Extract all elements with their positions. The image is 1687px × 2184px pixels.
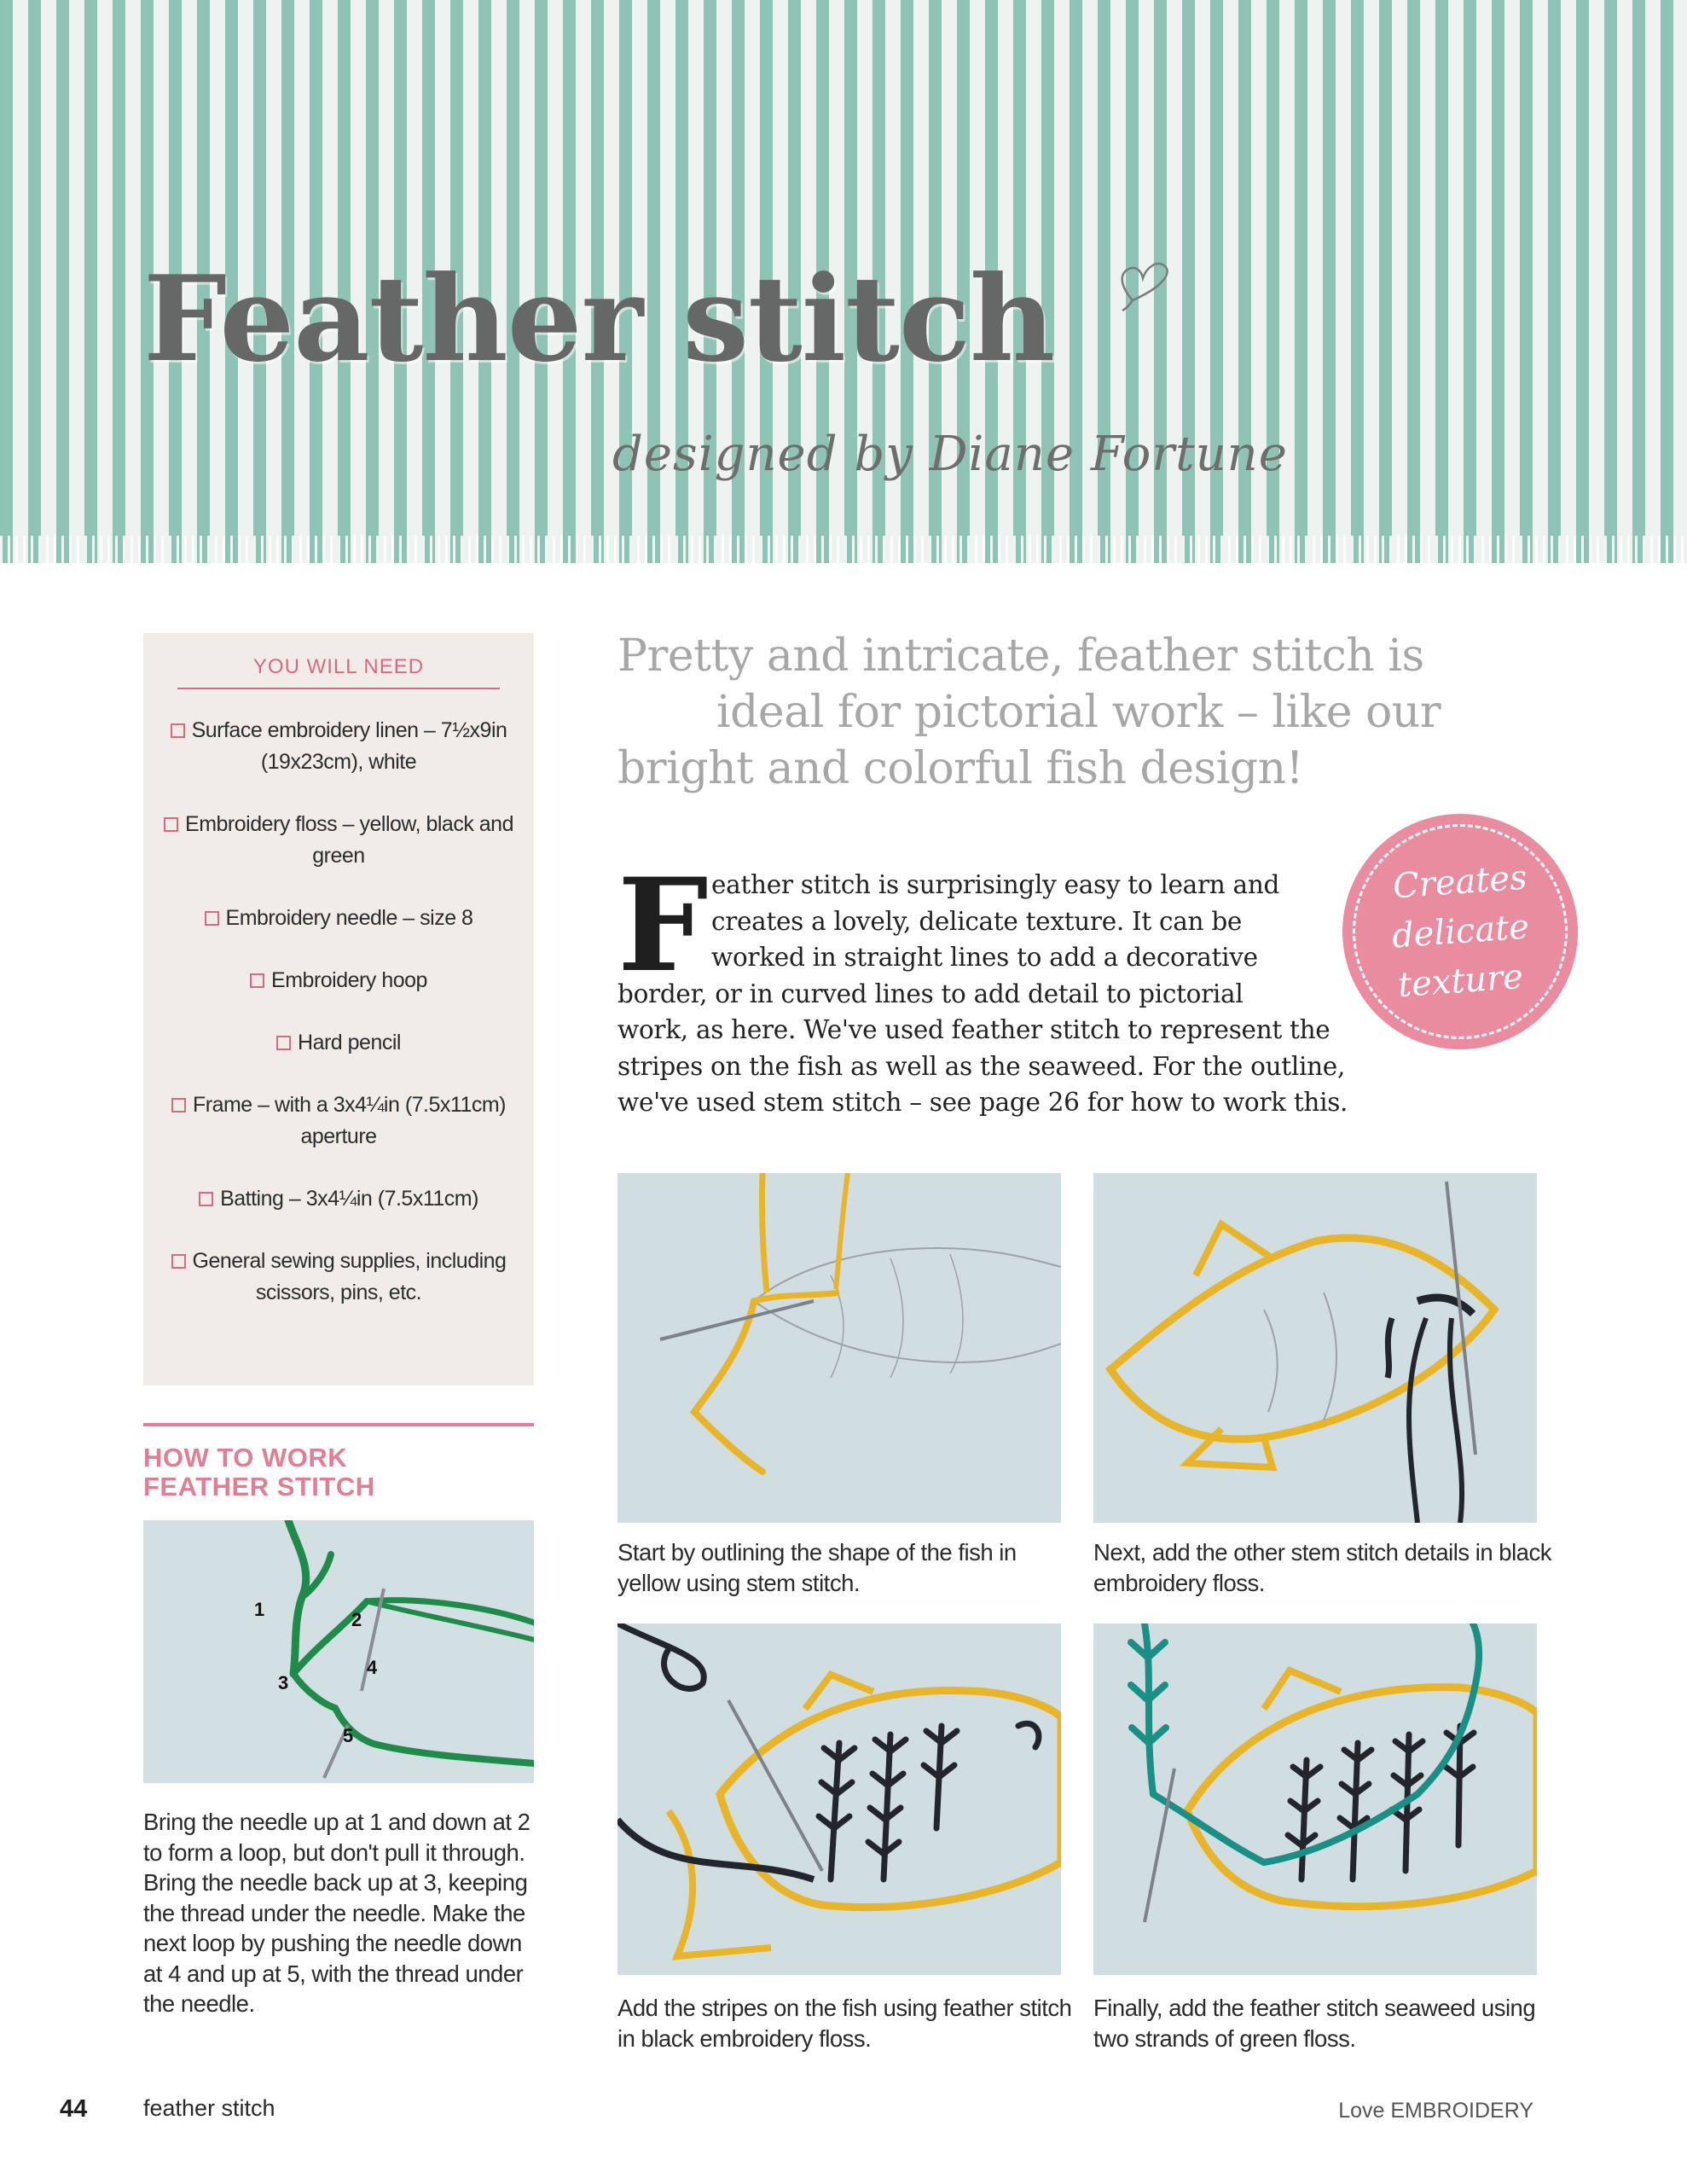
body-line: worked in straight lines to add a decorative <box>711 943 1258 972</box>
body-line: work, as here. We've used feather stitch to represent the <box>617 1015 1330 1044</box>
header-banner <box>0 0 1687 563</box>
supply-item <box>160 1246 517 1309</box>
step-1-caption: Start by outlining the shape of the fish in yellow using stem stitch. <box>617 1539 1017 1596</box>
supplies-list <box>160 715 517 1339</box>
supply-item-label: Hard pencil <box>298 1031 401 1054</box>
magazine-name: Love EMBROIDERY <box>1338 2099 1533 2123</box>
supply-item-label: Embroidery needle – size 8 <box>225 906 473 930</box>
body-line: border, or in curved lines to add detail to pictorial <box>617 979 1244 1008</box>
supply-item-label: Embroidery hoop <box>271 968 427 992</box>
how-to-title-line: FEATHER STITCH <box>143 1472 375 1502</box>
stitch-diagram-svg <box>143 1520 534 1783</box>
step-3-photo <box>617 1623 1061 1975</box>
supply-item-label: General sewing supplies, including scissors, pins, etc. <box>192 1249 507 1304</box>
how-to-divider <box>143 1423 534 1426</box>
checkbox-icon <box>250 973 264 988</box>
supply-item-label: Embroidery floss – yellow, black and green <box>185 812 513 868</box>
how-to-instructions: Bring the needle up at 1 and down at 2 to form a loop, but don't pull it through. Bring the needle back up at 3, keeping the thread under the needle. Make the next loop by pushing the needle down at 4 and up at 5, with the thread under the needle. <box>143 1809 530 2017</box>
badge-line: Creates <box>1391 857 1529 907</box>
intro-line: ideal for pictorial work – like our <box>716 687 1441 738</box>
fabric-fringe <box>0 536 1687 563</box>
badge-line: texture <box>1396 956 1524 1006</box>
diagram-marker-5: 5 <box>343 1725 354 1746</box>
supply-item-label: Frame – with a 3x4¼in (7.5x11cm) aperture <box>192 1093 507 1148</box>
step-2-caption: Next, add the other stem stitch details in black embroidery floss. <box>1093 1539 1551 1596</box>
step-4-illustration <box>1093 1623 1537 1975</box>
drop-cap: F <box>617 851 709 1001</box>
supply-item <box>160 965 517 996</box>
feature-badge <box>1342 814 1578 1049</box>
diagram-marker-3: 3 <box>278 1672 289 1693</box>
page-title: Feather stitch <box>143 249 1055 388</box>
diagram-marker-4: 4 <box>367 1657 378 1678</box>
body-line: stripes on the fish as well as the seaweed. For the outline, <box>617 1051 1346 1081</box>
step-1-illustration <box>617 1173 1061 1523</box>
checkbox-icon <box>199 1192 213 1206</box>
step-4-photo <box>1093 1623 1537 1975</box>
intro-line: bright and colorful fish design! <box>617 743 1304 794</box>
designer-byline: designed by Diane Fortune <box>612 427 1288 482</box>
intro-standfirst <box>617 628 1539 797</box>
step-1-photo <box>617 1173 1061 1523</box>
checkbox-icon <box>171 723 185 738</box>
step-2-illustration <box>1093 1173 1537 1523</box>
step-2-photo <box>1093 1173 1537 1523</box>
you-will-need-box <box>143 633 534 1385</box>
how-to-title <box>143 1443 534 1502</box>
checkbox-icon <box>205 911 219 926</box>
diagram-marker-2: 2 <box>351 1609 362 1630</box>
supply-item-label: Batting – 3x4¼in (7.5x11cm) <box>220 1187 478 1211</box>
you-will-need-title: YOU WILL NEED <box>177 655 500 689</box>
supply-item <box>160 1089 517 1153</box>
how-to-title-line: HOW TO WORK <box>143 1443 348 1472</box>
supply-item <box>160 1183 517 1215</box>
checkbox-icon <box>171 1254 186 1269</box>
body-paragraph <box>617 867 1385 1121</box>
step-3-illustration <box>617 1623 1061 1975</box>
supply-item <box>160 809 517 872</box>
badge-line: delicate <box>1390 907 1530 956</box>
step-3-caption: Add the stripes on the fish using feather stitch in black embroidery floss. <box>617 1995 1072 2052</box>
body-line: creates a lovely, delicate texture. It can be <box>711 906 1243 936</box>
checkbox-icon <box>171 1098 186 1112</box>
heart-icon <box>1114 253 1174 312</box>
checkbox-icon <box>164 817 178 832</box>
step-4-caption: Finally, add the feather stitch seaweed using two strands of green floss. <box>1093 1995 1536 2052</box>
intro-line: Pretty and intricate, feather stitch is <box>617 630 1424 682</box>
body-line: we've used stem stitch – see page 26 for how to work this. <box>617 1088 1348 1117</box>
supply-item <box>160 903 517 934</box>
body-line: eather stitch is surprisingly easy to learn and <box>711 870 1280 899</box>
section-name: feather stitch <box>143 2095 275 2121</box>
checkbox-icon <box>276 1036 291 1050</box>
stitch-diagram-photo <box>143 1520 534 1783</box>
supply-item <box>160 715 517 778</box>
supply-item <box>160 1027 517 1059</box>
diagram-marker-1: 1 <box>254 1599 265 1620</box>
page-number: 44 <box>60 2095 88 2123</box>
supply-item-label: Surface embroidery linen – 7½x9in (19x23cm), white <box>191 718 507 774</box>
